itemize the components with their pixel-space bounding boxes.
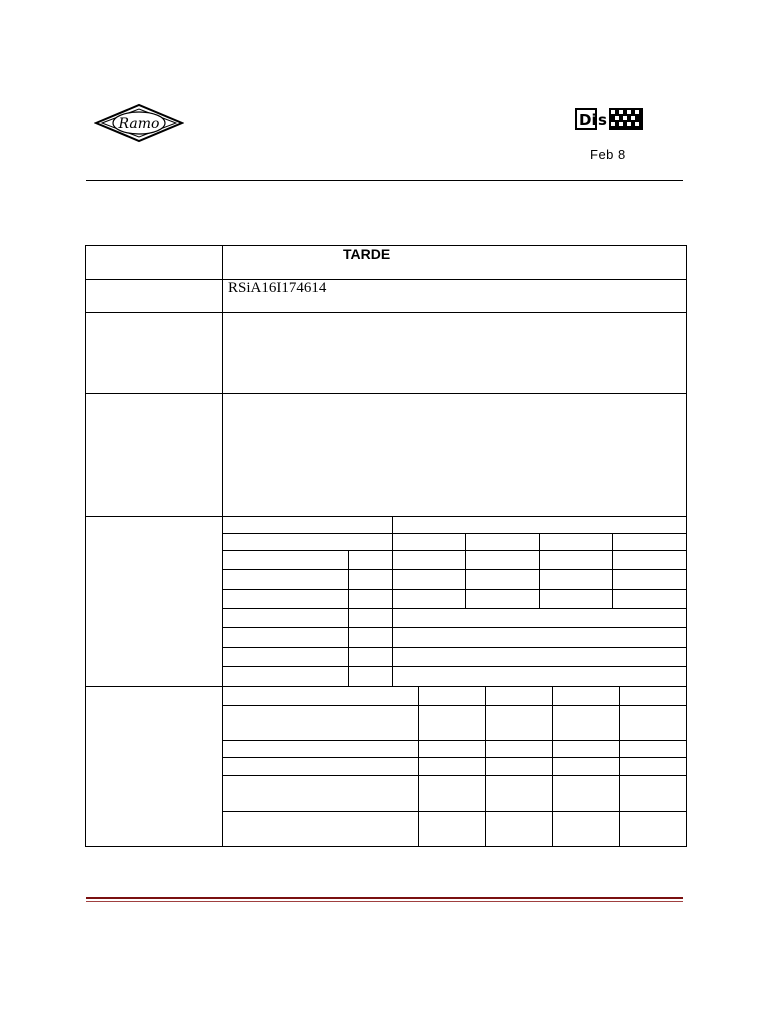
grid-line xyxy=(222,589,687,590)
footer-rule xyxy=(86,897,683,899)
grid-line xyxy=(539,533,540,608)
grid-line xyxy=(222,608,687,609)
grid-line xyxy=(418,686,419,846)
grid-line xyxy=(222,757,687,758)
svg-text:s: s xyxy=(598,111,607,129)
grid-line xyxy=(485,686,486,846)
grid-line xyxy=(465,533,466,608)
table-title: TARDE xyxy=(343,246,391,262)
grid-line xyxy=(222,550,687,551)
table-row-divider xyxy=(85,312,687,313)
header-date: Feb 8 xyxy=(590,147,626,162)
grid-line xyxy=(612,533,613,608)
grid-line xyxy=(552,686,553,846)
grid-line xyxy=(222,647,687,648)
svg-text:Ramo: Ramo xyxy=(118,116,160,132)
grid-line xyxy=(392,516,393,686)
grid-line xyxy=(222,627,687,628)
grid-line xyxy=(619,686,620,846)
part-code: RSiA16I174614 xyxy=(228,280,327,296)
table-border xyxy=(85,846,687,847)
grid-line xyxy=(222,666,687,667)
footer-rule-thin xyxy=(86,901,683,902)
svg-text:Di: Di xyxy=(579,111,597,129)
grid-line xyxy=(222,533,687,534)
grid-line xyxy=(222,811,687,812)
table-row-divider xyxy=(85,516,687,517)
grid-line xyxy=(222,740,687,741)
grid-line xyxy=(222,775,687,776)
grid-line xyxy=(222,705,687,706)
table-row-divider xyxy=(85,279,687,280)
grid-line xyxy=(348,550,349,686)
grid-line xyxy=(222,569,687,570)
table-row-divider xyxy=(85,686,687,687)
table-row-divider xyxy=(85,393,687,394)
table-border xyxy=(85,245,86,847)
